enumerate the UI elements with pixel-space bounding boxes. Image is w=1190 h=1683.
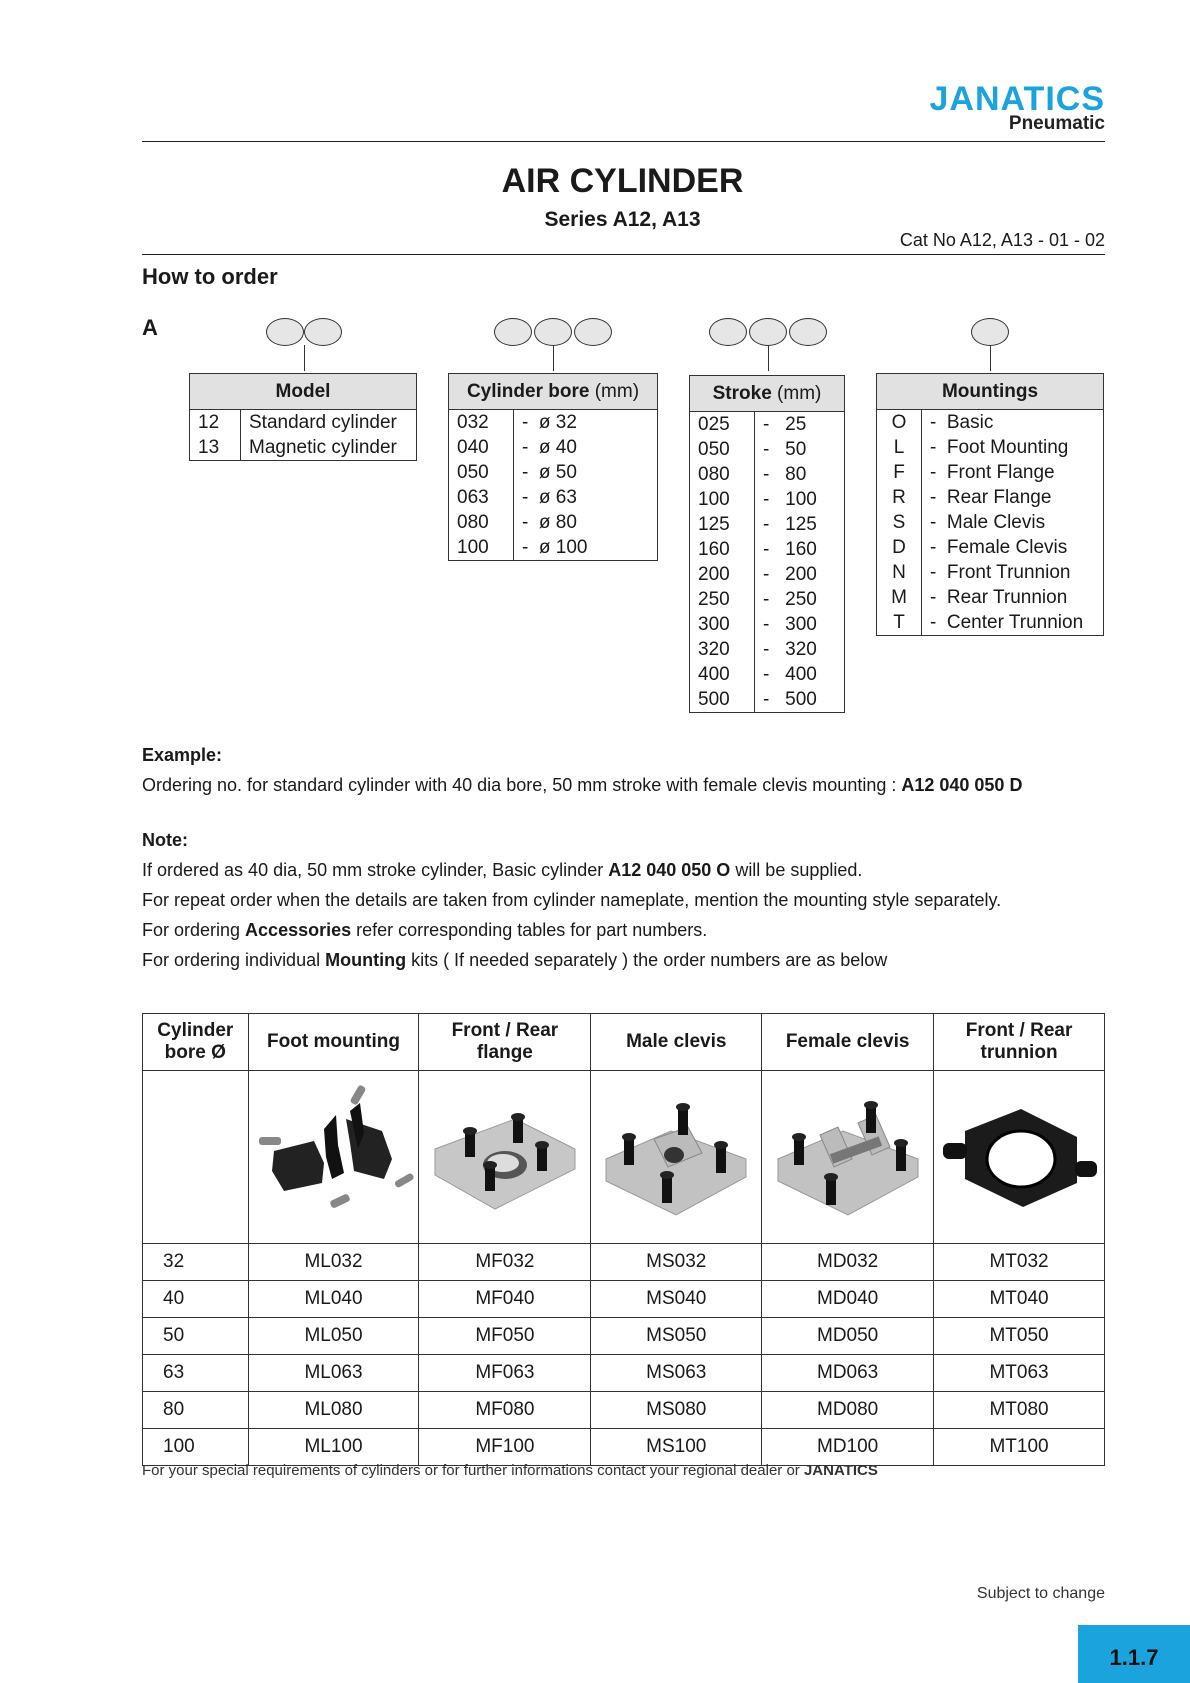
- part-number-cell: MS063: [591, 1355, 762, 1392]
- model-table: [189, 373, 417, 461]
- code-circle: [709, 318, 747, 346]
- foot-mounting-image: [248, 1071, 419, 1244]
- mountings-row: [877, 610, 1104, 636]
- part-number-cell: MF032: [419, 1244, 591, 1281]
- header-line: bore Ø: [164, 1042, 226, 1063]
- table-row: [143, 1318, 1105, 1355]
- part-number-cell: MS040: [591, 1281, 762, 1318]
- bore-header: Cylinder bore (mm): [449, 374, 658, 410]
- note-line-4: For ordering individual Mounting kits ( If needed separately ) the order numbers are as below: [142, 950, 888, 970]
- table-row: [143, 1429, 1105, 1466]
- stroke-code: 500: [690, 687, 755, 713]
- mountings-code: R: [877, 485, 922, 510]
- bore-code: 063: [449, 485, 514, 510]
- mountings-description: - Center Trunnion: [930, 612, 1084, 633]
- stroke-header: Stroke (mm): [690, 376, 845, 412]
- front-rear-trunnion-image: [934, 1071, 1105, 1244]
- mountings-row: [877, 510, 1104, 535]
- bore-description: - ø 50: [522, 462, 577, 483]
- series-subtitle: Series A12, A13: [544, 208, 701, 231]
- mountings-row: [877, 535, 1104, 560]
- example-label: Example:: [142, 745, 223, 765]
- mountings-code: F: [877, 460, 922, 485]
- bore-row: [449, 535, 658, 561]
- part-number-cell: MF040: [419, 1281, 591, 1318]
- bore-code: 100: [449, 535, 514, 561]
- header-line: trunnion: [980, 1042, 1058, 1063]
- part-number-cell: MT063: [934, 1355, 1105, 1392]
- connector-line: [768, 345, 769, 371]
- stroke-code: 200: [690, 562, 755, 587]
- stroke-code: 320: [690, 637, 755, 662]
- connector-line: [990, 345, 991, 371]
- stroke-row: [690, 412, 845, 438]
- bore-code: 050: [449, 460, 514, 485]
- mountings-code: M: [877, 585, 922, 610]
- bore-row: [449, 460, 658, 485]
- mountings-description: - Foot Mounting: [930, 437, 1069, 458]
- bore-description: - ø 80: [522, 512, 577, 533]
- male-clevis-image: [591, 1071, 762, 1244]
- part-number-cell: MD100: [762, 1429, 934, 1466]
- part-number-cell: MT100: [934, 1429, 1105, 1466]
- part-number-cell: MT050: [934, 1318, 1105, 1355]
- brand-subtitle: Pneumatic: [1008, 113, 1105, 134]
- mountings-description: - Rear Flange: [930, 487, 1052, 508]
- stroke-code: 100: [690, 487, 755, 512]
- bore-cell: 40: [143, 1281, 249, 1318]
- page-title: AIR CYLINDER: [501, 162, 744, 200]
- code-circle: [574, 318, 612, 346]
- kit-column-header: [248, 1014, 419, 1071]
- header-rule: [142, 141, 1105, 142]
- bore-row: [449, 410, 658, 436]
- stroke-row: [690, 687, 845, 713]
- part-number-cell: MT040: [934, 1281, 1105, 1318]
- bore-code: 080: [449, 510, 514, 535]
- mountings-code: S: [877, 510, 922, 535]
- note-line-2: For repeat order when the details are taken from cylinder nameplate, mention the mounting style separately.: [142, 890, 1002, 910]
- kit-column-header: [419, 1014, 591, 1071]
- catalog-number: Cat No A12, A13 - 01 - 02: [899, 230, 1105, 250]
- stroke-code: 050: [690, 437, 755, 462]
- part-number-cell: MD063: [762, 1355, 934, 1392]
- stroke-code: 160: [690, 537, 755, 562]
- part-number-cell: ML032: [248, 1244, 419, 1281]
- part-number-cell: MF080: [419, 1392, 591, 1429]
- kit-images-row: [143, 1071, 1105, 1244]
- mountings-header: Mountings: [877, 374, 1104, 410]
- table-row: [143, 1392, 1105, 1429]
- stroke-row: [690, 512, 845, 537]
- stroke-description: - 500: [763, 689, 817, 710]
- stroke-description: - 125: [763, 514, 817, 535]
- part-number-cell: ML050: [248, 1318, 419, 1355]
- stroke-code: 300: [690, 612, 755, 637]
- mountings-row: [877, 560, 1104, 585]
- mounting-kits-table: [142, 1013, 1105, 1466]
- bore-row: [449, 435, 658, 460]
- mountings-code: N: [877, 560, 922, 585]
- prefix-letter: A: [142, 315, 158, 340]
- female-clevis-image: [762, 1071, 934, 1244]
- stroke-table: [689, 375, 845, 713]
- stroke-code: 250: [690, 587, 755, 612]
- header-line: Female clevis: [785, 1031, 910, 1052]
- stroke-row: [690, 562, 845, 587]
- part-number-cell: ML063: [248, 1355, 419, 1392]
- page-number: 1.1.7: [1109, 1645, 1159, 1670]
- part-number-cell: MS080: [591, 1392, 762, 1429]
- stroke-description: - 250: [763, 589, 817, 610]
- section-heading: How to order: [142, 264, 278, 289]
- example-block: [142, 740, 1022, 800]
- kit-column-header: [591, 1014, 762, 1071]
- bore-row: [449, 510, 658, 535]
- bore-cell: 80: [143, 1392, 249, 1429]
- part-number-cell: MF063: [419, 1355, 591, 1392]
- part-number-cell: MD080: [762, 1392, 934, 1429]
- code-circle: [789, 318, 827, 346]
- header-line: Cylinder: [157, 1020, 234, 1041]
- bore-description: - ø 32: [522, 412, 577, 433]
- code-circle: [304, 318, 342, 346]
- model-code: 13: [190, 435, 241, 461]
- mountings-description: - Basic: [930, 412, 994, 433]
- empty-cell: [143, 1071, 249, 1244]
- stroke-description: - 320: [763, 639, 817, 660]
- front-rear-flange-image: [419, 1071, 591, 1244]
- example-text: Ordering no. for standard cylinder with 40 dia bore, 50 mm stroke with female clevis mounting : A12 040 050 D: [142, 775, 1023, 795]
- mountings-description: - Front Trunnion: [930, 562, 1071, 583]
- stroke-row: [690, 637, 845, 662]
- bore-cell: 100: [143, 1429, 249, 1466]
- part-number-cell: ML080: [248, 1392, 419, 1429]
- table-row: [143, 1244, 1105, 1281]
- kit-column-header: [762, 1014, 934, 1071]
- mountings-code: T: [877, 610, 922, 636]
- stroke-code: 400: [690, 662, 755, 687]
- mountings-row: [877, 460, 1104, 485]
- model-description: Magnetic cylinder: [249, 437, 397, 458]
- model-code: 12: [190, 410, 241, 436]
- part-number-cell: MS050: [591, 1318, 762, 1355]
- stroke-row: [690, 537, 845, 562]
- stroke-description: - 200: [763, 564, 817, 585]
- mountings-code: D: [877, 535, 922, 560]
- mountings-row: [877, 435, 1104, 460]
- part-number-cell: MS032: [591, 1244, 762, 1281]
- mountings-row: [877, 485, 1104, 510]
- stroke-description: - 400: [763, 664, 817, 685]
- header-line: flange: [476, 1042, 533, 1063]
- mountings-code: L: [877, 435, 922, 460]
- note-block: [142, 825, 1001, 975]
- bore-code: 040: [449, 435, 514, 460]
- code-circle: [971, 318, 1009, 346]
- model-row: [190, 435, 417, 461]
- part-number-cell: ML100: [248, 1429, 419, 1466]
- stroke-row: [690, 587, 845, 612]
- header-line: Front / Rear: [965, 1020, 1073, 1041]
- mountings-description: - Rear Trunnion: [930, 587, 1068, 608]
- stroke-description: - 160: [763, 539, 817, 560]
- bore-description: - ø 63: [522, 487, 577, 508]
- code-circle: [266, 318, 304, 346]
- mountings-row: [877, 585, 1104, 610]
- part-number-cell: MD040: [762, 1281, 934, 1318]
- stroke-description: - 100: [763, 489, 817, 510]
- subject-to-change: Subject to change: [976, 1585, 1105, 1602]
- bore-description: - ø 100: [522, 537, 588, 558]
- part-number-cell: MT032: [934, 1244, 1105, 1281]
- part-number-cell: MF050: [419, 1318, 591, 1355]
- header-line: Male clevis: [626, 1031, 727, 1052]
- bore-row: [449, 485, 658, 510]
- stroke-row: [690, 462, 845, 487]
- mountings-table: [876, 373, 1104, 636]
- mountings-description: - Female Clevis: [930, 537, 1068, 558]
- part-number-cell: MF100: [419, 1429, 591, 1466]
- footnote: For your special requirements of cylinders or for further informations contact your regional dealer or JANATICS: [142, 1462, 878, 1479]
- title-rule: [142, 254, 1105, 255]
- stroke-row: [690, 487, 845, 512]
- stroke-code: 125: [690, 512, 755, 537]
- part-number-cell: ML040: [248, 1281, 419, 1318]
- bore-cell: 63: [143, 1355, 249, 1392]
- table-row: [143, 1281, 1105, 1318]
- mountings-description: - Male Clevis: [930, 512, 1046, 533]
- bore-description: - ø 40: [522, 437, 577, 458]
- connector-line: [304, 345, 305, 371]
- stroke-description: - 300: [763, 614, 817, 635]
- stroke-description: - 80: [763, 464, 807, 485]
- kit-column-header: [934, 1014, 1105, 1071]
- code-circle: [749, 318, 787, 346]
- brand-logo: [930, 82, 1106, 134]
- stroke-code: 080: [690, 462, 755, 487]
- brand-name: JANATICS: [929, 80, 1105, 118]
- code-circle: [534, 318, 572, 346]
- stroke-code: 025: [690, 412, 755, 438]
- kit-column-header: [143, 1014, 249, 1071]
- mountings-row: [877, 410, 1104, 436]
- part-number-cell: MS100: [591, 1429, 762, 1466]
- connector-line: [553, 345, 554, 371]
- stroke-row: [690, 437, 845, 462]
- note-line-3: For ordering Accessories refer corresponding tables for part numbers.: [142, 920, 708, 940]
- mountings-description: - Front Flange: [930, 462, 1055, 483]
- bore-cell: 32: [143, 1244, 249, 1281]
- part-number-cell: MD050: [762, 1318, 934, 1355]
- part-number-cell: MT080: [934, 1392, 1105, 1429]
- bore-table: [448, 373, 658, 561]
- note-label: Note:: [142, 830, 188, 850]
- header-line: Foot mounting: [267, 1031, 401, 1052]
- code-circle: [494, 318, 532, 346]
- part-number-cell: MD032: [762, 1244, 934, 1281]
- stroke-description: - 25: [763, 414, 807, 435]
- model-description: Standard cylinder: [249, 412, 397, 433]
- stroke-row: [690, 662, 845, 687]
- stroke-row: [690, 612, 845, 637]
- bore-cell: 50: [143, 1318, 249, 1355]
- header-line: Front / Rear: [451, 1020, 559, 1041]
- note-line-1: If ordered as 40 dia, 50 mm stroke cylinder, Basic cylinder A12 040 050 O will be supplied.: [142, 860, 863, 880]
- model-row: [190, 410, 417, 436]
- bore-code: 032: [449, 410, 514, 436]
- stroke-description: - 50: [763, 439, 807, 460]
- mountings-code: O: [877, 410, 922, 436]
- table-row: [143, 1355, 1105, 1392]
- model-header: Model: [190, 374, 417, 410]
